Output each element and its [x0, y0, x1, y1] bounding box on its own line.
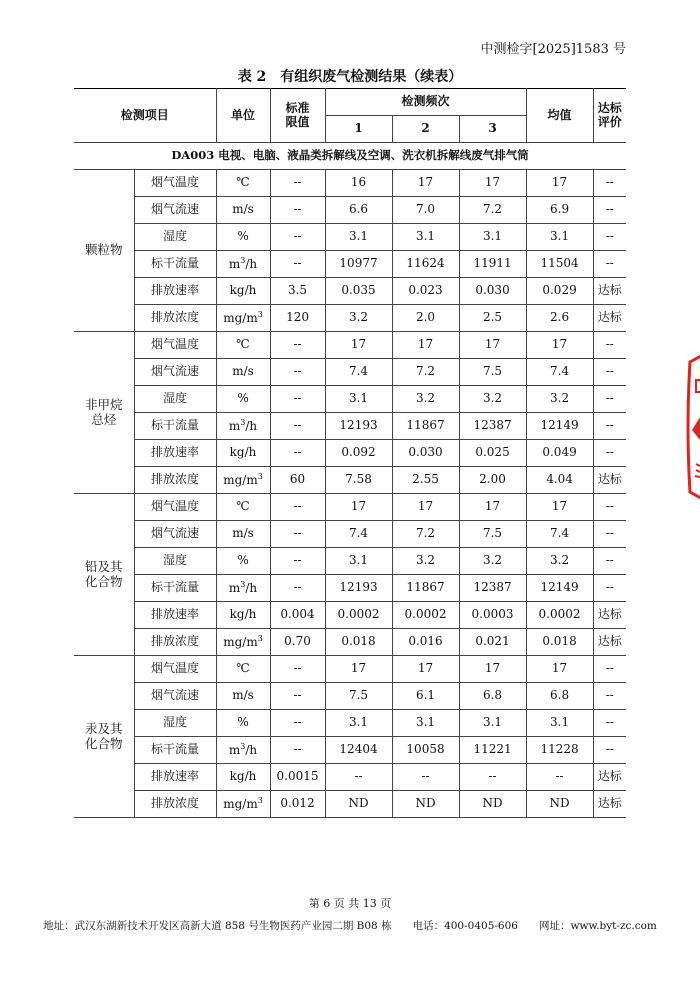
- limit-cell: --: [270, 332, 325, 359]
- pollutant-name: 颗粒物: [74, 170, 134, 332]
- parameter-cell: 标干流量: [134, 575, 216, 602]
- evaluation-cell: --: [593, 656, 626, 683]
- col-header-freq-1: 1: [325, 116, 392, 143]
- table-row: [74, 278, 626, 305]
- freq-2-cell: 0.030: [392, 440, 459, 467]
- freq-2-cell: 6.1: [392, 683, 459, 710]
- limit-cell: --: [270, 440, 325, 467]
- freq-1-cell: 0.035: [325, 278, 392, 305]
- evaluation-cell: --: [593, 251, 626, 278]
- freq-3-cell: 17: [459, 170, 526, 197]
- unit-cell: $mg/m^3$: [216, 467, 270, 494]
- table-row: [74, 467, 626, 494]
- freq-2-cell: 11867: [392, 413, 459, 440]
- freq-3-cell: 12387: [459, 575, 526, 602]
- unit-cell: %: [216, 224, 270, 251]
- average-cell: 7.4: [526, 521, 593, 548]
- freq-1-cell: 3.1: [325, 710, 392, 737]
- unit-cell: m/s: [216, 521, 270, 548]
- limit-cell: 0.004: [270, 602, 325, 629]
- freq-3-cell: 6.8: [459, 683, 526, 710]
- freq-3-cell: 7.5: [459, 521, 526, 548]
- table-row: [74, 224, 626, 251]
- table-row: [74, 629, 626, 656]
- freq-3-cell: 2.5: [459, 305, 526, 332]
- parameter-cell: 排放速率: [134, 440, 216, 467]
- average-cell: 6.8: [526, 683, 593, 710]
- unit-cell: kg/h: [216, 278, 270, 305]
- freq-2-cell: --: [392, 764, 459, 791]
- unit-cell: %: [216, 548, 270, 575]
- freq-2-cell: 3.2: [392, 386, 459, 413]
- freq-3-cell: ND: [459, 791, 526, 818]
- evaluation-cell: --: [593, 683, 626, 710]
- unit-cell: %: [216, 386, 270, 413]
- freq-2-cell: 0.0002: [392, 602, 459, 629]
- table-row: [74, 170, 626, 197]
- average-cell: 0.018: [526, 629, 593, 656]
- freq-1-cell: 0.0002: [325, 602, 392, 629]
- parameter-cell: 排放浓度: [134, 629, 216, 656]
- freq-3-cell: 17: [459, 332, 526, 359]
- col-header-limit: 标准 限值: [270, 89, 325, 143]
- pollutant-name: 汞及其 化合物: [74, 656, 134, 818]
- parameter-cell: 标干流量: [134, 251, 216, 278]
- freq-1-cell: --: [325, 764, 392, 791]
- col-header-unit: 单位: [216, 89, 270, 143]
- limit-cell: --: [270, 683, 325, 710]
- average-cell: 11504: [526, 251, 593, 278]
- freq-3-cell: 2.00: [459, 467, 526, 494]
- freq-3-cell: 3.1: [459, 224, 526, 251]
- freq-2-cell: 3.2: [392, 548, 459, 575]
- freq-1-cell: 3.1: [325, 386, 392, 413]
- freq-1-cell: 16: [325, 170, 392, 197]
- average-cell: 3.2: [526, 386, 593, 413]
- col-header-average: 均值: [526, 89, 593, 143]
- freq-1-cell: 17: [325, 656, 392, 683]
- unit-cell: %: [216, 710, 270, 737]
- table-row: [74, 197, 626, 224]
- freq-1-cell: 7.58: [325, 467, 392, 494]
- col-header-freq-3: 3: [459, 116, 526, 143]
- average-cell: 6.9: [526, 197, 593, 224]
- limit-cell: --: [270, 656, 325, 683]
- average-cell: ND: [526, 791, 593, 818]
- evaluation-cell: 达标: [593, 602, 626, 629]
- parameter-cell: 标干流量: [134, 413, 216, 440]
- unit-cell: m/s: [216, 683, 270, 710]
- table-row: [74, 683, 626, 710]
- limit-cell: --: [270, 197, 325, 224]
- freq-1-cell: ND: [325, 791, 392, 818]
- parameter-cell: 排放浓度: [134, 305, 216, 332]
- table-row: [74, 251, 626, 278]
- evaluation-cell: 达标: [593, 764, 626, 791]
- evaluation-cell: --: [593, 197, 626, 224]
- parameter-cell: 湿度: [134, 386, 216, 413]
- average-cell: 3.1: [526, 224, 593, 251]
- freq-1-cell: 0.092: [325, 440, 392, 467]
- parameter-cell: 排放浓度: [134, 791, 216, 818]
- evaluation-cell: --: [593, 359, 626, 386]
- freq-2-cell: 7.2: [392, 359, 459, 386]
- average-cell: 4.04: [526, 467, 593, 494]
- freq-3-cell: 11911: [459, 251, 526, 278]
- freq-2-cell: 0.023: [392, 278, 459, 305]
- average-cell: 12149: [526, 575, 593, 602]
- average-cell: 17: [526, 170, 593, 197]
- freq-2-cell: 17: [392, 170, 459, 197]
- pollutant-name: 非甲烷 总烃: [74, 332, 134, 494]
- evaluation-cell: --: [593, 548, 626, 575]
- table-row: [74, 359, 626, 386]
- freq-3-cell: 0.0003: [459, 602, 526, 629]
- limit-cell: 0.012: [270, 791, 325, 818]
- evaluation-cell: --: [593, 170, 626, 197]
- freq-2-cell: 17: [392, 656, 459, 683]
- evaluation-cell: 达标: [593, 278, 626, 305]
- freq-2-cell: ND: [392, 791, 459, 818]
- freq-2-cell: 2.0: [392, 305, 459, 332]
- evaluation-cell: 达标: [593, 629, 626, 656]
- limit-cell: --: [270, 575, 325, 602]
- freq-2-cell: 0.016: [392, 629, 459, 656]
- limit-cell: 0.70: [270, 629, 325, 656]
- unit-cell: ℃: [216, 494, 270, 521]
- evaluation-cell: --: [593, 710, 626, 737]
- evaluation-cell: --: [593, 413, 626, 440]
- col-header-evaluation: 达标 评价: [593, 89, 626, 143]
- freq-1-cell: 3.1: [325, 224, 392, 251]
- evaluation-cell: --: [593, 575, 626, 602]
- table-row: [74, 386, 626, 413]
- average-cell: 0.0002: [526, 602, 593, 629]
- parameter-cell: 烟气流速: [134, 521, 216, 548]
- parameter-cell: 烟气温度: [134, 170, 216, 197]
- parameter-cell: 烟气流速: [134, 683, 216, 710]
- freq-2-cell: 7.2: [392, 521, 459, 548]
- freq-2-cell: 17: [392, 332, 459, 359]
- freq-1-cell: 3.2: [325, 305, 392, 332]
- table-row: [74, 548, 626, 575]
- unit-cell: $m^3/h$: [216, 575, 270, 602]
- unit-cell: ℃: [216, 656, 270, 683]
- limit-cell: --: [270, 710, 325, 737]
- unit-cell: m/s: [216, 359, 270, 386]
- limit-cell: --: [270, 737, 325, 764]
- average-cell: --: [526, 764, 593, 791]
- freq-3-cell: 7.5: [459, 359, 526, 386]
- freq-3-cell: 3.2: [459, 548, 526, 575]
- freq-2-cell: 11624: [392, 251, 459, 278]
- unit-cell: $mg/m^3$: [216, 791, 270, 818]
- average-cell: 3.1: [526, 710, 593, 737]
- table-row: [74, 764, 626, 791]
- freq-1-cell: 7.4: [325, 359, 392, 386]
- freq-1-cell: 17: [325, 332, 392, 359]
- limit-cell: --: [270, 224, 325, 251]
- table-row: [74, 413, 626, 440]
- section-title: DA003 电视、电脑、液晶类拆解线及空调、洗衣机拆解线废气排气筒: [74, 143, 626, 170]
- table-row: [74, 602, 626, 629]
- limit-cell: --: [270, 413, 325, 440]
- parameter-cell: 烟气温度: [134, 494, 216, 521]
- evaluation-cell: --: [593, 494, 626, 521]
- unit-cell: $m^3/h$: [216, 251, 270, 278]
- limit-cell: --: [270, 359, 325, 386]
- table-row: [74, 332, 626, 359]
- freq-2-cell: 2.55: [392, 467, 459, 494]
- unit-cell: $m^3/h$: [216, 413, 270, 440]
- evaluation-cell: 达标: [593, 467, 626, 494]
- parameter-cell: 排放速率: [134, 602, 216, 629]
- limit-cell: --: [270, 521, 325, 548]
- evaluation-cell: --: [593, 440, 626, 467]
- freq-3-cell: 0.030: [459, 278, 526, 305]
- average-cell: 17: [526, 494, 593, 521]
- evaluation-cell: --: [593, 224, 626, 251]
- unit-cell: kg/h: [216, 764, 270, 791]
- parameter-cell: 烟气温度: [134, 332, 216, 359]
- freq-2-cell: 17: [392, 494, 459, 521]
- average-cell: 3.2: [526, 548, 593, 575]
- table-row: [74, 791, 626, 818]
- unit-cell: $mg/m^3$: [216, 629, 270, 656]
- freq-3-cell: 7.2: [459, 197, 526, 224]
- unit-cell: kg/h: [216, 602, 270, 629]
- pollutant-name: 铅及其 化合物: [74, 494, 134, 656]
- red-stamp-seal: [686, 352, 700, 502]
- parameter-cell: 标干流量: [134, 737, 216, 764]
- freq-3-cell: 3.2: [459, 386, 526, 413]
- average-cell: 7.4: [526, 359, 593, 386]
- freq-3-cell: 12387: [459, 413, 526, 440]
- unit-cell: m/s: [216, 197, 270, 224]
- freq-1-cell: 0.018: [325, 629, 392, 656]
- unit-cell: ℃: [216, 332, 270, 359]
- evaluation-cell: --: [593, 386, 626, 413]
- table-row: [74, 440, 626, 467]
- parameter-cell: 排放浓度: [134, 467, 216, 494]
- limit-cell: 3.5: [270, 278, 325, 305]
- freq-3-cell: 17: [459, 656, 526, 683]
- freq-2-cell: 3.1: [392, 710, 459, 737]
- limit-cell: --: [270, 494, 325, 521]
- parameter-cell: 湿度: [134, 224, 216, 251]
- parameter-cell: 湿度: [134, 710, 216, 737]
- average-cell: 17: [526, 332, 593, 359]
- unit-cell: ℃: [216, 170, 270, 197]
- evaluation-cell: --: [593, 332, 626, 359]
- freq-1-cell: 10977: [325, 251, 392, 278]
- freq-1-cell: 7.4: [325, 521, 392, 548]
- table-row: [74, 305, 626, 332]
- table-row: [74, 575, 626, 602]
- page-number: 第 6 页 共 13 页: [308, 897, 392, 910]
- limit-cell: --: [270, 548, 325, 575]
- unit-cell: kg/h: [216, 440, 270, 467]
- evaluation-cell: --: [593, 737, 626, 764]
- limit-cell: --: [270, 170, 325, 197]
- evaluation-cell: 达标: [593, 791, 626, 818]
- freq-3-cell: 3.1: [459, 710, 526, 737]
- parameter-cell: 烟气流速: [134, 359, 216, 386]
- freq-1-cell: 12193: [325, 575, 392, 602]
- evaluation-cell: --: [593, 521, 626, 548]
- footer-address: 地址：武汉东湖新技术开发区高新大道 858 号生物医药产业园二期 B08 栋 电话：400-0405-606 网址：www.byt-zc.com: [43, 920, 657, 932]
- limit-cell: --: [270, 251, 325, 278]
- parameter-cell: 烟气流速: [134, 197, 216, 224]
- table-row: [74, 494, 626, 521]
- table-row: [74, 656, 626, 683]
- freq-1-cell: 12404: [325, 737, 392, 764]
- limit-cell: 60: [270, 467, 325, 494]
- freq-1-cell: 17: [325, 494, 392, 521]
- col-header-freq-2: 2: [392, 116, 459, 143]
- average-cell: 0.049: [526, 440, 593, 467]
- freq-2-cell: 7.0: [392, 197, 459, 224]
- freq-1-cell: 6.6: [325, 197, 392, 224]
- results-table: [74, 88, 626, 818]
- average-cell: 17: [526, 656, 593, 683]
- table-row: [74, 737, 626, 764]
- average-cell: 0.029: [526, 278, 593, 305]
- freq-2-cell: 11867: [392, 575, 459, 602]
- freq-3-cell: 0.025: [459, 440, 526, 467]
- average-cell: 2.6: [526, 305, 593, 332]
- parameter-cell: 排放速率: [134, 764, 216, 791]
- freq-3-cell: --: [459, 764, 526, 791]
- table-row: [74, 521, 626, 548]
- limit-cell: 0.0015: [270, 764, 325, 791]
- col-header-frequency: 检测频次: [325, 89, 526, 116]
- parameter-cell: 烟气温度: [134, 656, 216, 683]
- limit-cell: --: [270, 386, 325, 413]
- freq-1-cell: 12193: [325, 413, 392, 440]
- freq-1-cell: 7.5: [325, 683, 392, 710]
- report-number: 中测检字[2025]1583 号: [480, 42, 626, 57]
- parameter-cell: 湿度: [134, 548, 216, 575]
- unit-cell: $mg/m^3$: [216, 305, 270, 332]
- average-cell: 12149: [526, 413, 593, 440]
- freq-3-cell: 0.021: [459, 629, 526, 656]
- freq-3-cell: 11221: [459, 737, 526, 764]
- limit-cell: 120: [270, 305, 325, 332]
- evaluation-cell: 达标: [593, 305, 626, 332]
- freq-3-cell: 17: [459, 494, 526, 521]
- table-title: 表 2 有组织废气检测结果（续表）: [237, 69, 463, 85]
- freq-2-cell: 3.1: [392, 224, 459, 251]
- col-header-item: 检测项目: [74, 89, 216, 143]
- unit-cell: $m^3/h$: [216, 737, 270, 764]
- freq-2-cell: 10058: [392, 737, 459, 764]
- parameter-cell: 排放速率: [134, 278, 216, 305]
- table-row: [74, 710, 626, 737]
- average-cell: 11228: [526, 737, 593, 764]
- freq-1-cell: 3.1: [325, 548, 392, 575]
